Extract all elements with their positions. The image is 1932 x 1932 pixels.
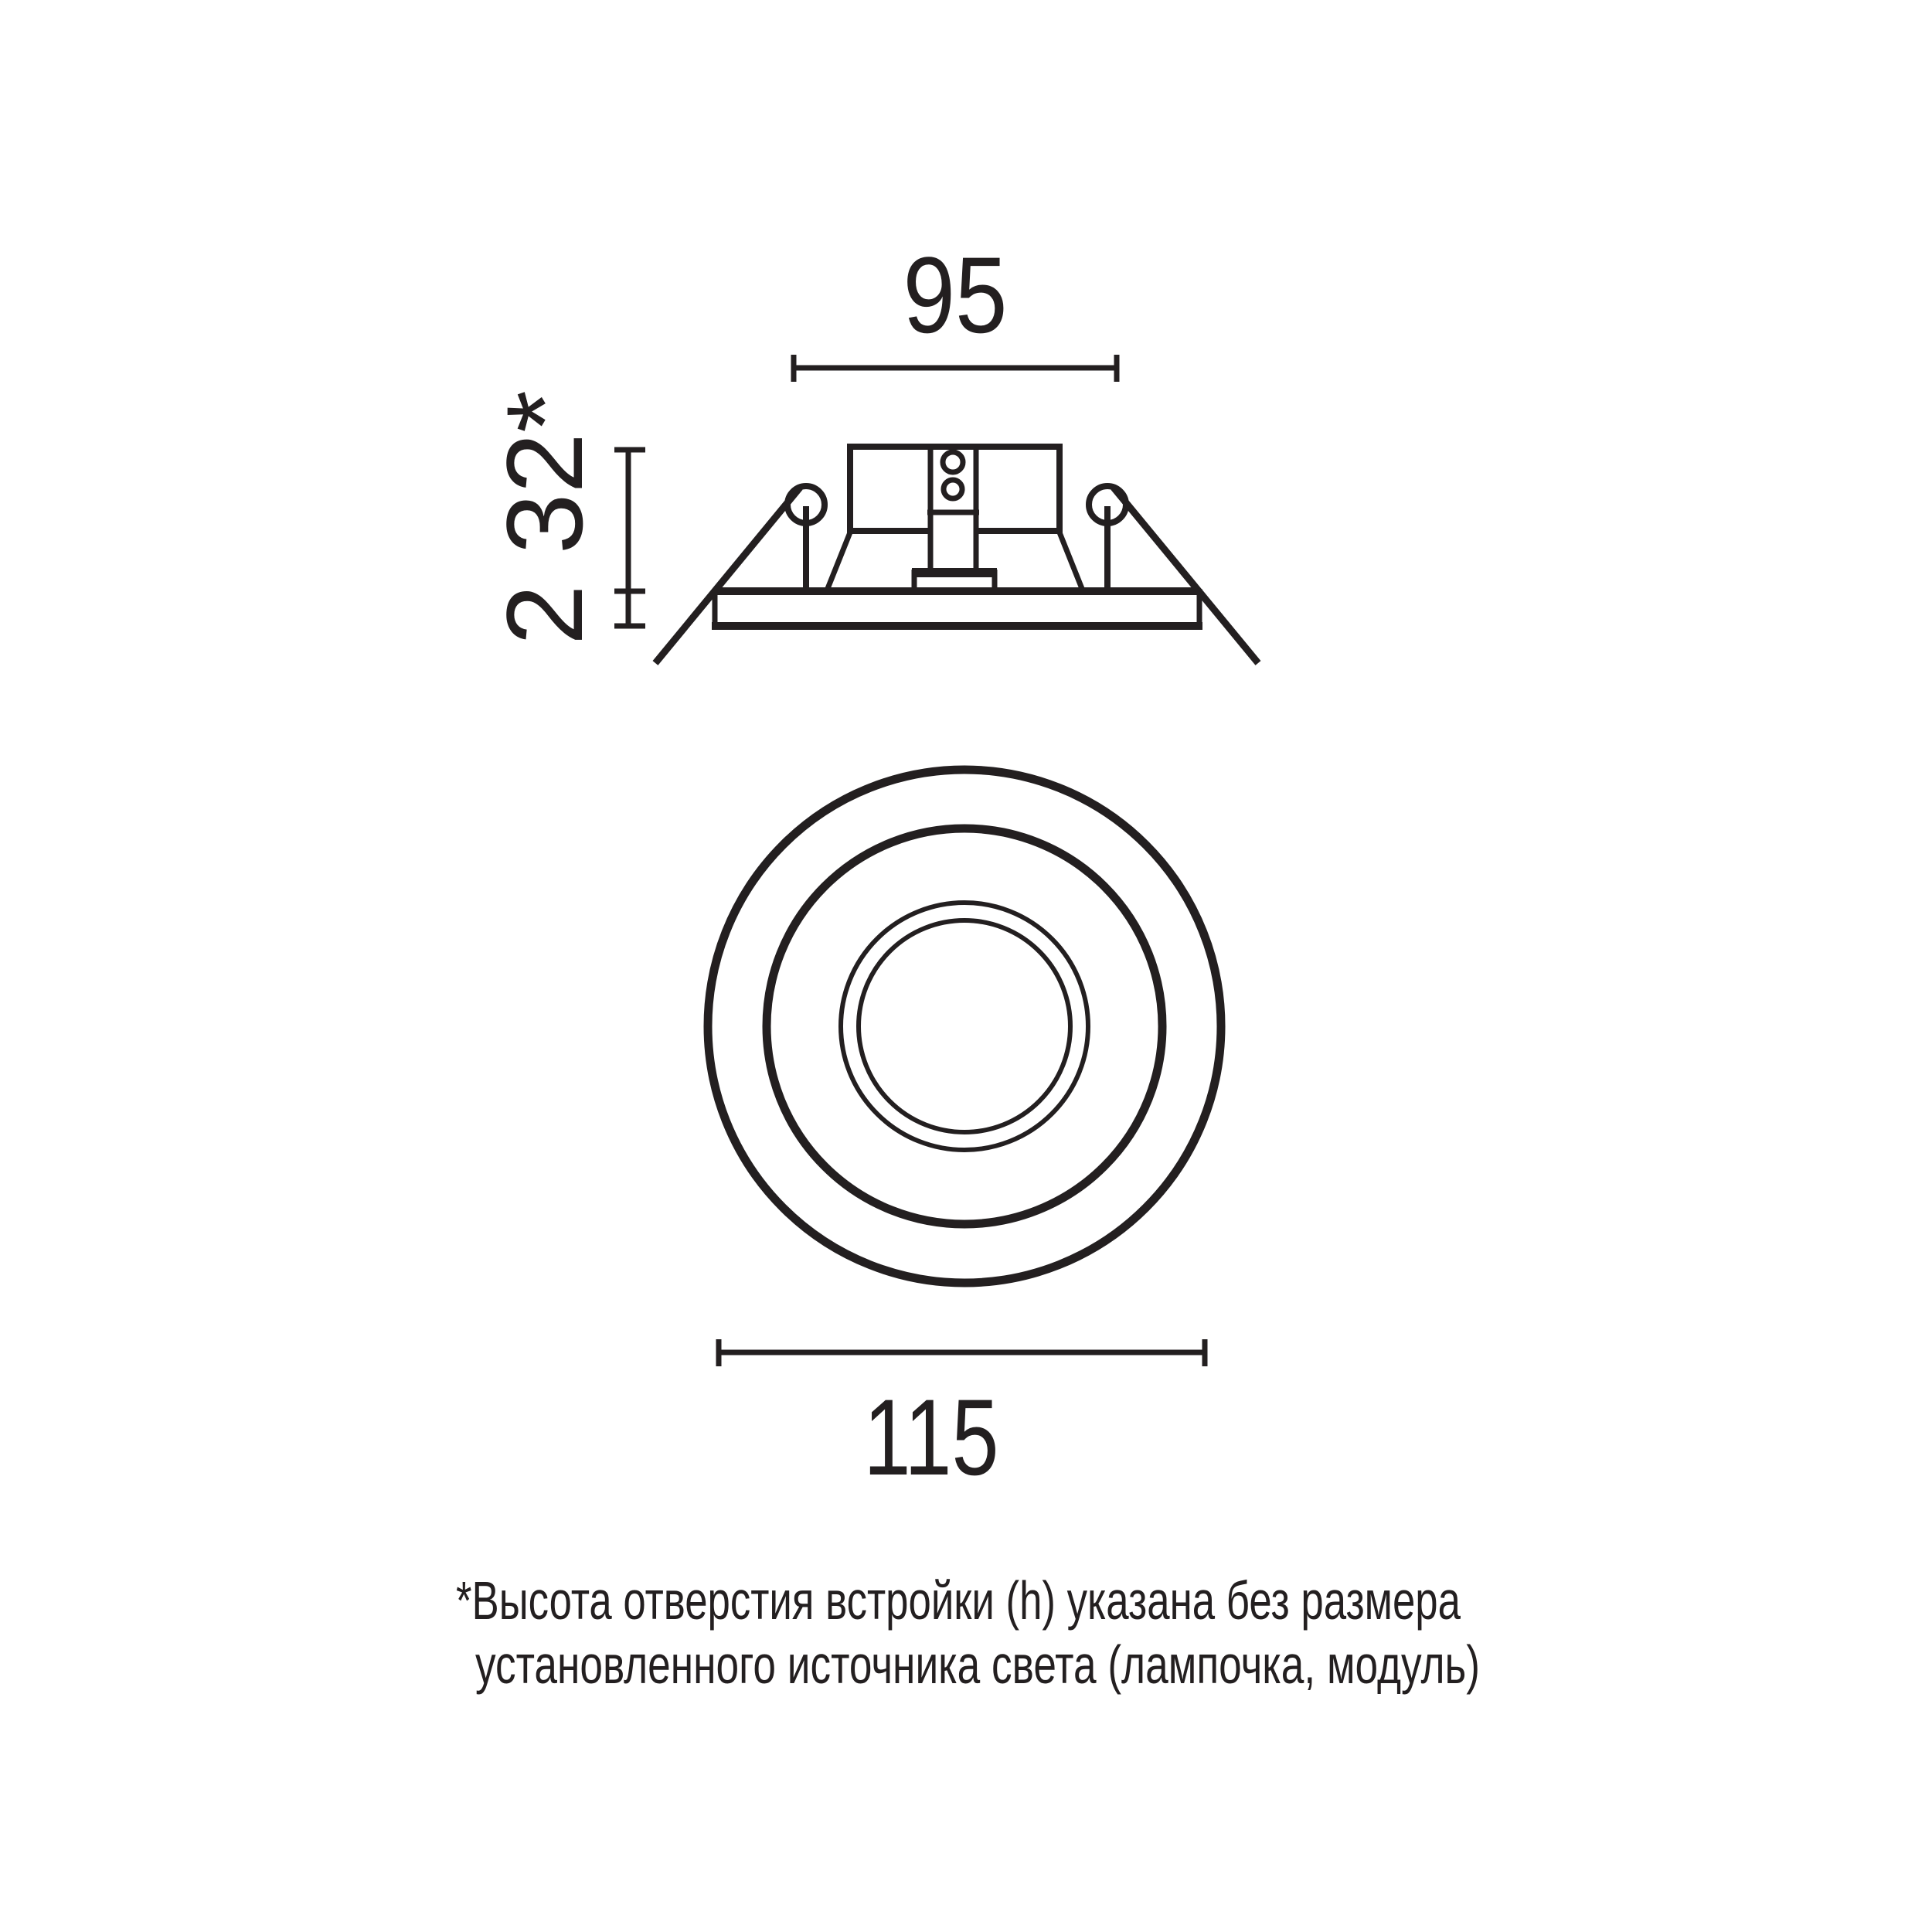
front-view [708, 770, 1221, 1498]
height-dimension [484, 390, 645, 645]
reflector-cone [827, 532, 1083, 590]
spring-wire-right [1114, 488, 1258, 663]
footnote-line-2: установленного источника света (лампочка, модуль) [475, 1634, 1480, 1695]
terminal-screw-hole-bottom [944, 480, 962, 498]
diameter-dimension [719, 1339, 1205, 1498]
width-dimension [794, 234, 1117, 382]
footnote [456, 1570, 1480, 1695]
spring-clip-right [1089, 486, 1258, 663]
lamp-housing [847, 444, 1063, 572]
reflector-slant-right [1060, 532, 1083, 590]
terminal-screw-hole-top [943, 452, 963, 472]
footnote-line-1: *Высота отверстия встройки (h) указана без размера [456, 1570, 1461, 1631]
diameter-dimension-label: 115 [863, 1376, 999, 1498]
trim-outer-circle [708, 770, 1221, 1283]
reflector-slant-left [827, 532, 850, 590]
lamp-opening-outer-circle [841, 903, 1088, 1150]
spring-clip-left [655, 486, 825, 663]
trim-plate [712, 589, 1202, 628]
spring-wire-left [655, 488, 800, 663]
side-view [484, 234, 1258, 663]
socket-base-block [912, 570, 997, 590]
trim-inner-circle [767, 828, 1162, 1224]
height-dimension-label: 2 32* [484, 393, 605, 645]
width-dimension-label: 95 [903, 234, 1008, 355]
lamp-opening-inner-circle [859, 920, 1070, 1132]
